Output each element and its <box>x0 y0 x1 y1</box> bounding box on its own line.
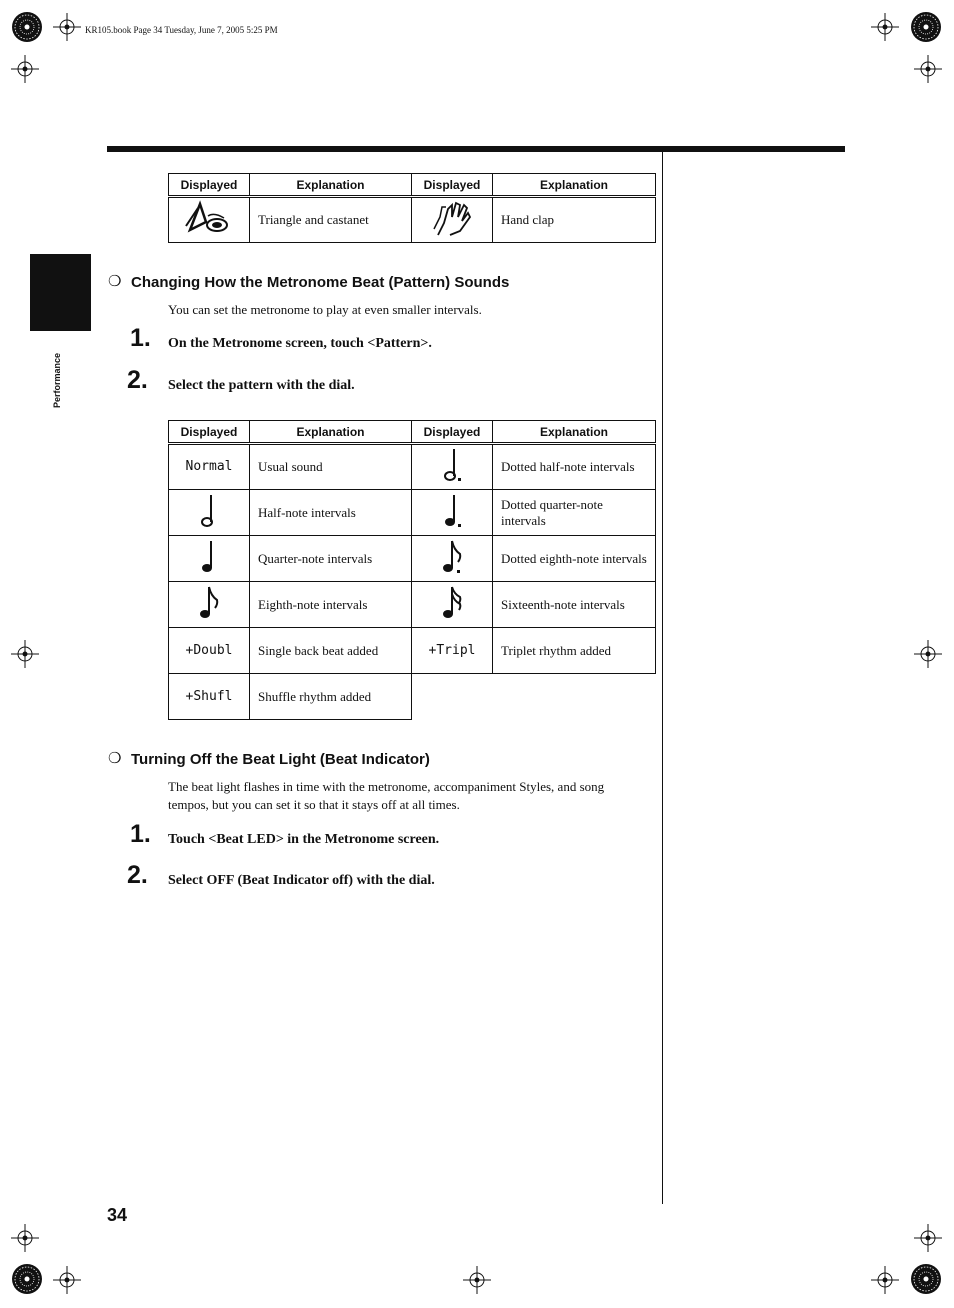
crosshair-icon <box>914 55 942 83</box>
empty-cell <box>493 674 656 720</box>
quarter-note-icon <box>199 538 219 576</box>
crosshair-icon <box>11 55 39 83</box>
table-cell: Quarter-note intervals <box>250 536 412 582</box>
crosshair-icon <box>11 1224 39 1252</box>
star-target-icon <box>911 1264 941 1294</box>
step-number: 1. <box>130 324 151 352</box>
star-target-icon <box>12 1264 42 1294</box>
crosshair-icon <box>871 13 899 41</box>
empty-cell <box>412 674 493 720</box>
table-cell: Eighth-note intervals <box>250 582 412 628</box>
lcd-display-text: +Doubl <box>169 628 250 674</box>
step-text: On the Metronome screen, touch <Pattern>. <box>168 336 432 351</box>
table-cell: Triangle and castanet <box>250 197 412 243</box>
table-cell <box>412 197 493 243</box>
table-cell: Dotted eighth-note intervals <box>493 536 656 582</box>
table-cell <box>412 536 493 582</box>
step-number: 2. <box>127 366 148 394</box>
dotted-half-note-icon <box>442 446 462 484</box>
half-note-icon <box>199 492 219 530</box>
book-header-meta: KR105.book Page 34 Tuesday, June 7, 2005 5:25 PM <box>85 25 278 35</box>
table-header: Displayed <box>169 421 250 444</box>
page-number: 34 <box>107 1205 128 1225</box>
table-cell <box>169 582 250 628</box>
crosshair-icon <box>53 1266 81 1294</box>
crosshair-icon <box>463 1266 491 1294</box>
table-cell: Dotted quarter-note intervals <box>493 490 656 536</box>
table-cell: Half-note intervals <box>250 490 412 536</box>
crosshair-icon <box>53 13 81 41</box>
pattern-table <box>168 420 656 720</box>
table-cell <box>169 490 250 536</box>
column-rule <box>662 152 663 1204</box>
eighth-note-icon <box>197 584 221 622</box>
table-cell <box>169 197 250 243</box>
star-target-icon <box>911 12 941 42</box>
table-header: Explanation <box>493 174 656 197</box>
table-cell <box>412 444 493 490</box>
lcd-display-text: +Shufl <box>169 674 250 720</box>
step-text: Touch <Beat LED> in the Metronome screen. <box>168 832 440 847</box>
hand-clap-icon <box>430 199 474 237</box>
crosshair-icon <box>914 1224 942 1252</box>
section-intro-line: tempos, but you can set it so that it stays off at all times. <box>168 797 460 812</box>
table-cell <box>412 490 493 536</box>
side-tab-label: Performance <box>52 352 62 408</box>
table-cell: Shuffle rhythm added <box>250 674 412 720</box>
table-cell: Sixteenth-note intervals <box>493 582 656 628</box>
section-title: Turning Off the Beat Light (Beat Indicator) <box>131 751 430 768</box>
table-cell <box>169 536 250 582</box>
table-header: Explanation <box>250 421 412 444</box>
triangle-castanet-icon <box>184 200 234 236</box>
section-intro: You can set the metronome to play at even smaller intervals. <box>168 302 482 317</box>
step-number: 2. <box>127 861 148 889</box>
lcd-display-text: Normal <box>169 444 250 490</box>
table-cell: Triplet rhythm added <box>493 628 656 674</box>
crosshair-icon <box>871 1266 899 1294</box>
section-bullet-icon: ❍ <box>108 272 122 290</box>
section-bullet-icon: ❍ <box>108 749 122 767</box>
table-header: Displayed <box>412 174 493 197</box>
table-cell: Hand clap <box>493 197 656 243</box>
table-cell: Dotted half-note intervals <box>493 444 656 490</box>
step-text: Select the pattern with the dial. <box>168 378 355 393</box>
table-header: Displayed <box>412 421 493 444</box>
lcd-display-text: +Tripl <box>412 628 493 674</box>
table-cell <box>412 582 493 628</box>
star-target-icon <box>12 12 42 42</box>
top-rule <box>107 146 845 152</box>
section-title: Changing How the Metronome Beat (Pattern) Sounds <box>131 274 510 291</box>
step-number: 1. <box>130 820 151 848</box>
section-intro-line: The beat light flashes in time with the metronome, accompaniment Styles, and song <box>168 779 605 794</box>
dotted-quarter-note-icon <box>442 492 462 530</box>
side-tab-block <box>30 254 91 331</box>
sixteenth-note-icon <box>440 584 464 622</box>
step-text: Select OFF (Beat Indicator off) with the dial. <box>168 873 435 888</box>
table-cell: Single back beat added <box>250 628 412 674</box>
table-cell: Usual sound <box>250 444 412 490</box>
instrument-table <box>168 173 656 243</box>
dotted-eighth-note-icon <box>440 538 464 576</box>
table-header: Explanation <box>493 421 656 444</box>
crosshair-icon <box>11 640 39 668</box>
table-header: Displayed <box>169 174 250 197</box>
crosshair-icon <box>914 640 942 668</box>
table-header: Explanation <box>250 174 412 197</box>
